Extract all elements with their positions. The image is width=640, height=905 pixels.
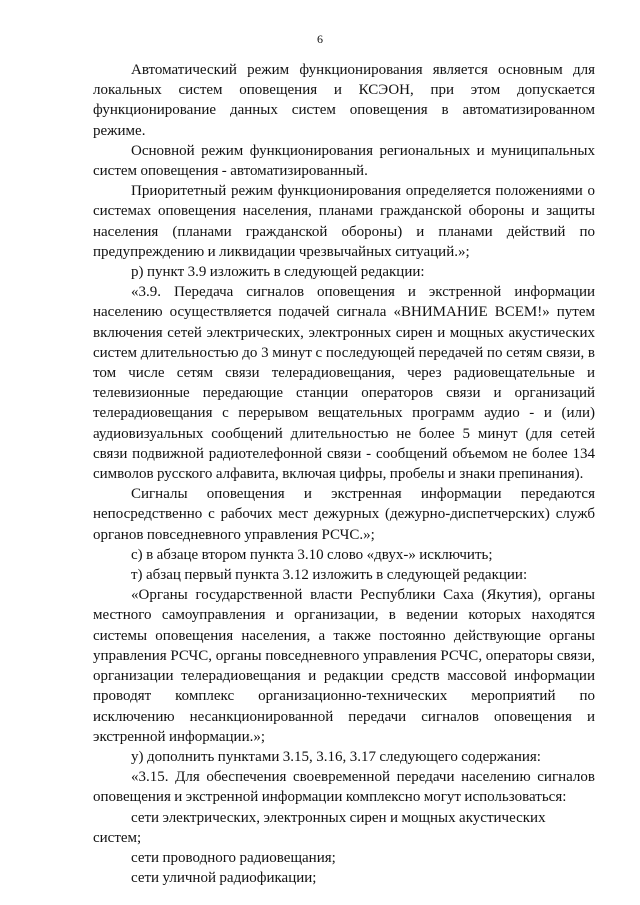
paragraph-priority-mode: Приоритетный режим функционирования определяется положениями о системах оповещения населения, планами гражданской обороны и защиты населения (планами гражданской обороны) и планами действий по предупреждению и ликвидации чрезвычайных ситуаций.»; [93, 183, 595, 260]
paragraph-main-mode: Основной режим функционирования региональных и муниципальных систем оповещения - автоматизированный. [93, 142, 595, 180]
document-body [93, 60, 595, 888]
list-item-wired-radio: сети проводного радиовещания; [131, 849, 336, 866]
paragraph-item-s: с) в абзаце втором пункта 3.10 слово «двух-» исключить; [131, 546, 493, 563]
list-item-sirens: сети электрических, электронных сирен и мощных акустических систем; [93, 809, 546, 846]
paragraph-3-15: «3.15. Для обеспечения своевременной передачи населению сигналов оповещения и экстренной информации комплексно могут использоваться: [93, 769, 595, 806]
paragraph-authorities: «Органы государственной власти Республики Саха (Якутия), органы местного самоуправления и организации, в ведении которых находятся системы оповещения населения, а также постоянно действующие органы управления РСЧС, органы повседневного управления РСЧС, операторы связи, организации телерадиовещания и редакции средств массовой информации проводят комплекс организационно-технических мероприятий по исключению несанкционированной передачи сигналов оповещения и экстренной информации.»; [93, 587, 595, 745]
paragraph-3-9: «3.9. Передача сигналов оповещения и экстренной информации населению осуществляется подачей сигнала «ВНИМАНИЕ ВСЕМ!» путем включения сетей электрических, электронных сирен и мощных акустических систем длительностью до 3 минут с последующей передачей по сетям связи, в том числе сетям связи телерадиовещания, через радиовещательные и телевизионные передающие станции операторов связи и организаций телерадиовещания с перерывом вещательных программ аудио - и (или) аудиовизуальных сообщений длительностью не более 5 минут (для сетей связи подвижной радиотелефонной связи - сообщений объемом не более 134 символов русского алфавита, включая цифры, пробелы и знаки препинания). [93, 284, 595, 483]
paragraph-item-u: у) дополнить пунктами 3.15, 3.16, 3.17 следующего содержания: [131, 748, 541, 765]
paragraph-auto-mode: Автоматический режим функционирования является основным для локальных систем оповещения и КСЭОН, при этом допускается функционирование данных систем оповещения в автоматизированном режиме. [93, 62, 595, 139]
paragraph-signals: Сигналы оповещения и экстренная информации передаются непосредственно с рабочих мест дежурных (дежурно-диспетчерских) служб органов повседневного управления РСЧС.»; [93, 486, 595, 543]
paragraph-item-t: т) абзац первый пункта 3.12 изложить в следующей редакции: [131, 567, 528, 584]
page-number: 6 [317, 32, 323, 46]
paragraph-item-r: р) пункт 3.9 изложить в следующей редакции: [131, 264, 425, 281]
list-item-street-radio: сети уличной радиофикации; [131, 870, 317, 887]
